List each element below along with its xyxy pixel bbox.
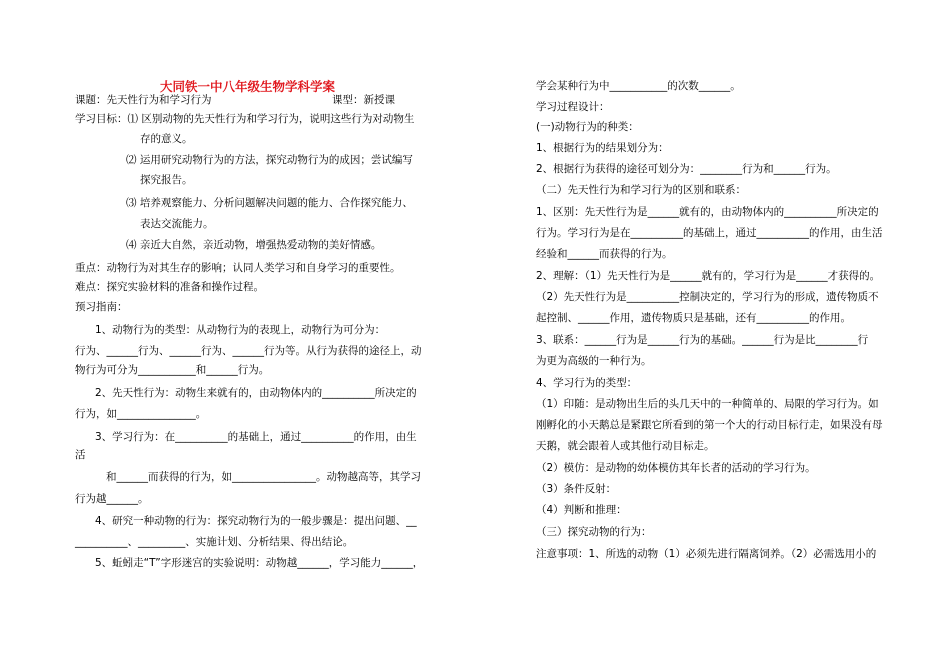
section-2-item-3-cont: 为更为高级的一种行为。 <box>536 355 652 367</box>
notes-line: 注意事项：1、所选的动物（1）必须先进行隔离饲养。（2）必需选用小的 <box>536 548 877 560</box>
objective-2: ⑵ 运用研究动物行为的方法，探究动物行为的成因；尝试编写 <box>126 154 413 166</box>
preview-item-2: 2、先天性行为：动物生来就有的，由动物体内的__________所决定的 <box>95 387 417 399</box>
section-2-item-2-sub: （2）先天性行为是__________控制决定的，学习行为的形成，遗传物质不 <box>536 291 879 303</box>
preview-item-5-cont: 学会某种行为中___________的次数______。 <box>536 80 741 92</box>
preview-item-2-cont: 行为，如_______________。 <box>75 408 207 420</box>
objective-2-cont: 探究报告。 <box>140 174 193 186</box>
preview-item-5: 5、蚯蚓走“T”字形迷宫的实验说明：动物越______，学习能力______， <box>95 557 424 569</box>
section-2-item-1-cont2: 经验和______而获得的行为。 <box>536 248 673 260</box>
section-2-item-3: 3、联系：______行为是______行为的基础。______行为是比________行 <box>536 334 869 346</box>
section-2-item-2-sub-cont: 起控制、______作用，遗传物质只是基础，还有__________的作用。 <box>536 312 851 324</box>
section-2-item-1-cont: 行为。学习行为是在__________的基础上，通过__________的作用，由生活 <box>536 227 883 239</box>
conditioned-reflex-item: （3）条件反射： <box>536 483 617 495</box>
document-title: 大同铁一中八年级生物学科学案 <box>160 79 336 94</box>
imitation-item: （2）模仿：是动物的幼体模仿其年长者的活动的学习行为。 <box>536 462 816 474</box>
objective-1: 学习目标：⑴ 区别动物的先天性行为和学习行为，说明这些行为对动物生 <box>75 113 415 125</box>
difficult-point: 难点：探究实验材料的准备和操作过程。 <box>75 281 264 293</box>
section-2-item-2: 2、理解：（1）先天性行为是______就有的，学习行为是______才获得的。 <box>536 270 881 282</box>
section-1-item-1: 1、根据行为的结果划分为： <box>536 142 669 154</box>
preview-item-1-cont: 行为、______行为、______行为、______行为等。从行为获得的途径上，动 <box>75 345 422 357</box>
preview-item-1-cont2: 物行为可分为___________和______行为。 <box>75 364 270 376</box>
imprinting-item-cont: 刚孵化的小天鹅总是紧跟它所看到的第一个大的行动目标行走，如果没有母 <box>536 419 883 431</box>
reasoning-item: （4）判断和推理： <box>536 504 627 516</box>
imprinting-item-cont2: 天鹅，就会跟着人或其他行动目标走。 <box>536 440 715 452</box>
imprinting-item: （1）印随：是动物出生后的头几天中的一种简单的、局限的学习行为。如 <box>536 398 879 410</box>
preview-item-3-cont: 活 <box>75 449 86 461</box>
key-point: 重点：动物行为对其生存的影响；认同人类学习和自身学习的重要性。 <box>75 262 401 274</box>
objective-1-cont: 存的意义。 <box>140 133 193 145</box>
preview-item-4: 4、研究一种动物的行为：探究动物行为的一般步骤是：提出问题、__ <box>95 515 417 527</box>
process-design-heading: 学习过程设计： <box>536 101 610 113</box>
preview-item-4-cont: __________、_________、实施计划、分析结果、得出结论。 <box>75 536 354 548</box>
objective-3-cont: 表达交流能力。 <box>140 218 214 230</box>
section-2-item-1: 1、区别：先天性行为是______就有的，由动物体内的__________所决定的 <box>536 206 879 218</box>
lesson-type: 课型：新授课 <box>332 94 395 106</box>
preview-guide-heading: 预习指南： <box>75 301 128 313</box>
preview-item-1: 1、动物行为的类型：从动物行为的表现上，动物行为可分为： <box>95 324 386 336</box>
preview-item-3: 3、学习行为：在__________的基础上，通过__________的作用，由生 <box>95 431 417 443</box>
section-1-heading: (一)动物行为的种类： <box>536 121 639 133</box>
preview-item-3-cont2: 和______而获得的行为，如________________。动物越高等，其学习 <box>106 471 421 483</box>
preview-item-3-cont3: 行为越______。 <box>75 493 149 505</box>
section-1-item-2: 2、根据行为获得的途径可划分为：________行为和______行为。 <box>536 163 837 175</box>
objective-3: ⑶ 培养观察能力、分析问题解决问题的能力、合作探究能力、 <box>126 197 413 209</box>
lesson-topic: 课题：先天性行为和学习行为 <box>75 94 212 106</box>
section-2-heading: （二）先天性行为和学习行为的区别和联系： <box>536 184 746 196</box>
section-2-item-4: 4、学习行为的类型： <box>536 377 638 389</box>
section-3-heading: （三）探究动物的行为： <box>536 526 652 538</box>
objective-4: ⑷ 亲近大自然，亲近动物，增强热爱动物的美好情感。 <box>126 239 382 251</box>
